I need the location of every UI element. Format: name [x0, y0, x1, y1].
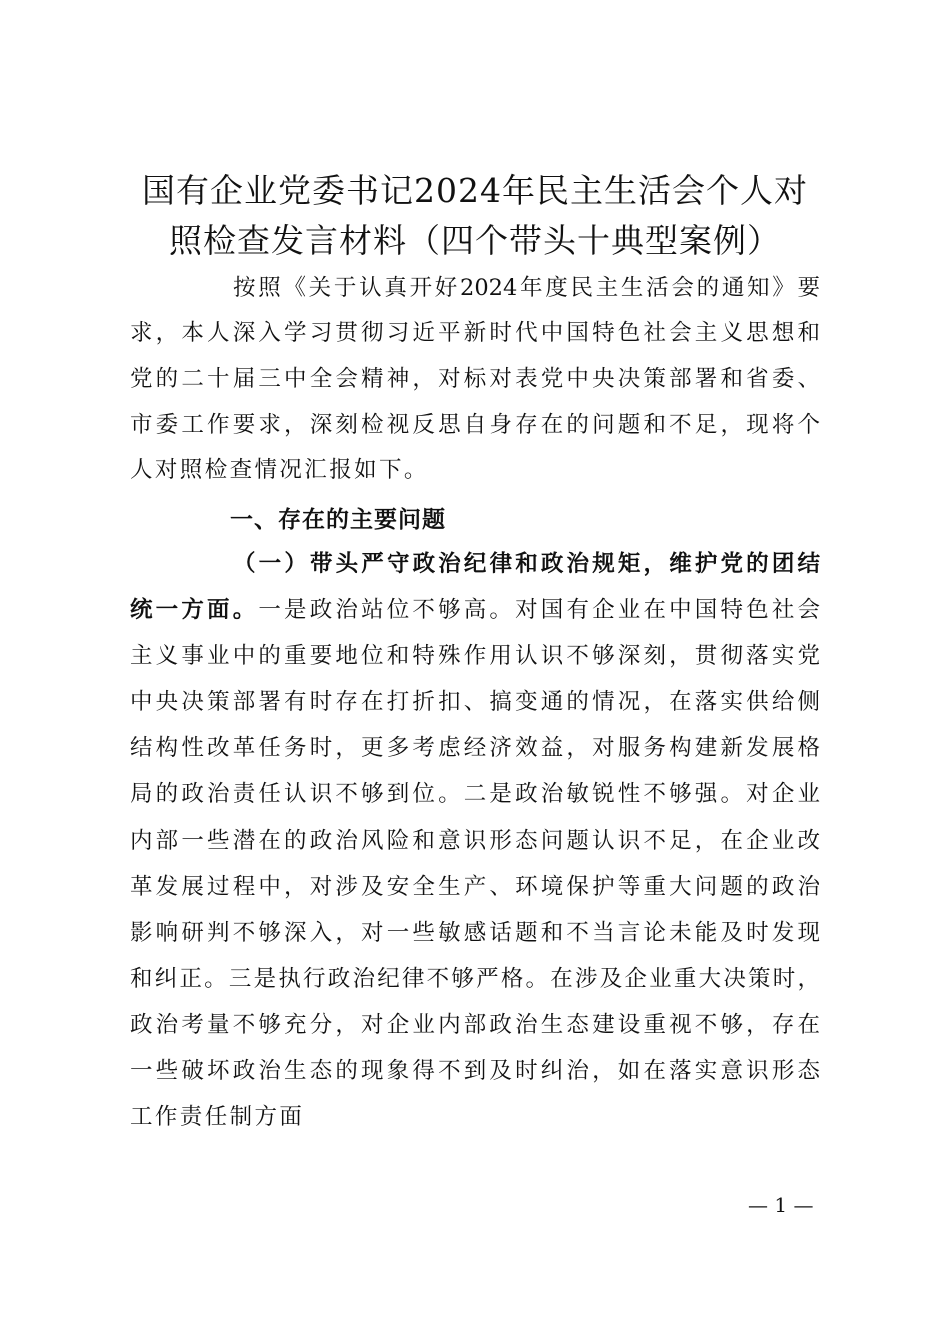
page-number: — 1 — [748, 1193, 814, 1217]
body-line-1 [130, 595, 820, 625]
intro-line-2: 求，本人深入学习贯彻习近平新时代中国特色社会主义思想和 [130, 320, 820, 346]
body-line-10: 政治考量不够充分，对企业内部政治生态建设重视不够，存在 [130, 1012, 820, 1038]
body-line-11: 一些破坏政治生态的现象得不到及时纠治，如在落实意识形态 [130, 1058, 820, 1084]
title-line-1: 国有企业党委书记2024年民主生活会个人对 [142, 171, 808, 210]
body-line-9: 和纠正。三是执行政治纪律不够严格。在涉及企业重大决策时， [130, 966, 820, 992]
intro-line-5: 人对照检查情况汇报如下。 [130, 457, 429, 483]
intro-line-1: 按照《关于认真开好2024年度民主生活会的通知》要 [233, 275, 820, 301]
body-line-4: 结构性改革任务时，更多考虑经济效益，对服务构建新发展格 [130, 735, 820, 761]
intro-line-4: 市委工作要求，深刻检视反思自身存在的问题和不足，现将个 [130, 412, 820, 438]
body-line-2: 主义事业中的重要地位和特殊作用认识不够深刻，贯彻落实党 [130, 643, 820, 669]
document-title [120, 166, 830, 266]
body-line-3: 中央决策部署有时存在打折扣、搞变通的情况，在落实供给侧 [130, 689, 820, 715]
subsection-heading-tail: 统一方面。 [130, 597, 259, 623]
body-line-7: 革发展过程中，对涉及安全生产、环境保护等重大问题的政治 [130, 874, 820, 900]
body-line-6: 内部一些潜在的政治风险和意识形态问题认识不足，在企业改 [130, 828, 820, 854]
body-line-12: 工作责任制方面 [130, 1104, 305, 1130]
subsection-heading-line: （一）带头严守政治纪律和政治规矩，维护党的团结 [233, 551, 820, 577]
intro-line-3: 党的二十届三中全会精神，对标对表党中央决策部署和省委、 [130, 366, 820, 392]
body-line-5: 局的政治责任认识不够到位。二是政治敏锐性不够强。对企业 [130, 781, 820, 807]
body-line-8: 影响研判不够深入，对一些敏感话题和不当言论未能及时发现 [130, 920, 820, 946]
title-line-2: 照检查发言材料（四个带头十典型案例） [169, 221, 781, 260]
section-heading: 一、存在的主要问题 [230, 507, 446, 533]
body-line-1-text: 一是政治站位不够高。对国有企业在中国特色社会 [258, 597, 820, 623]
